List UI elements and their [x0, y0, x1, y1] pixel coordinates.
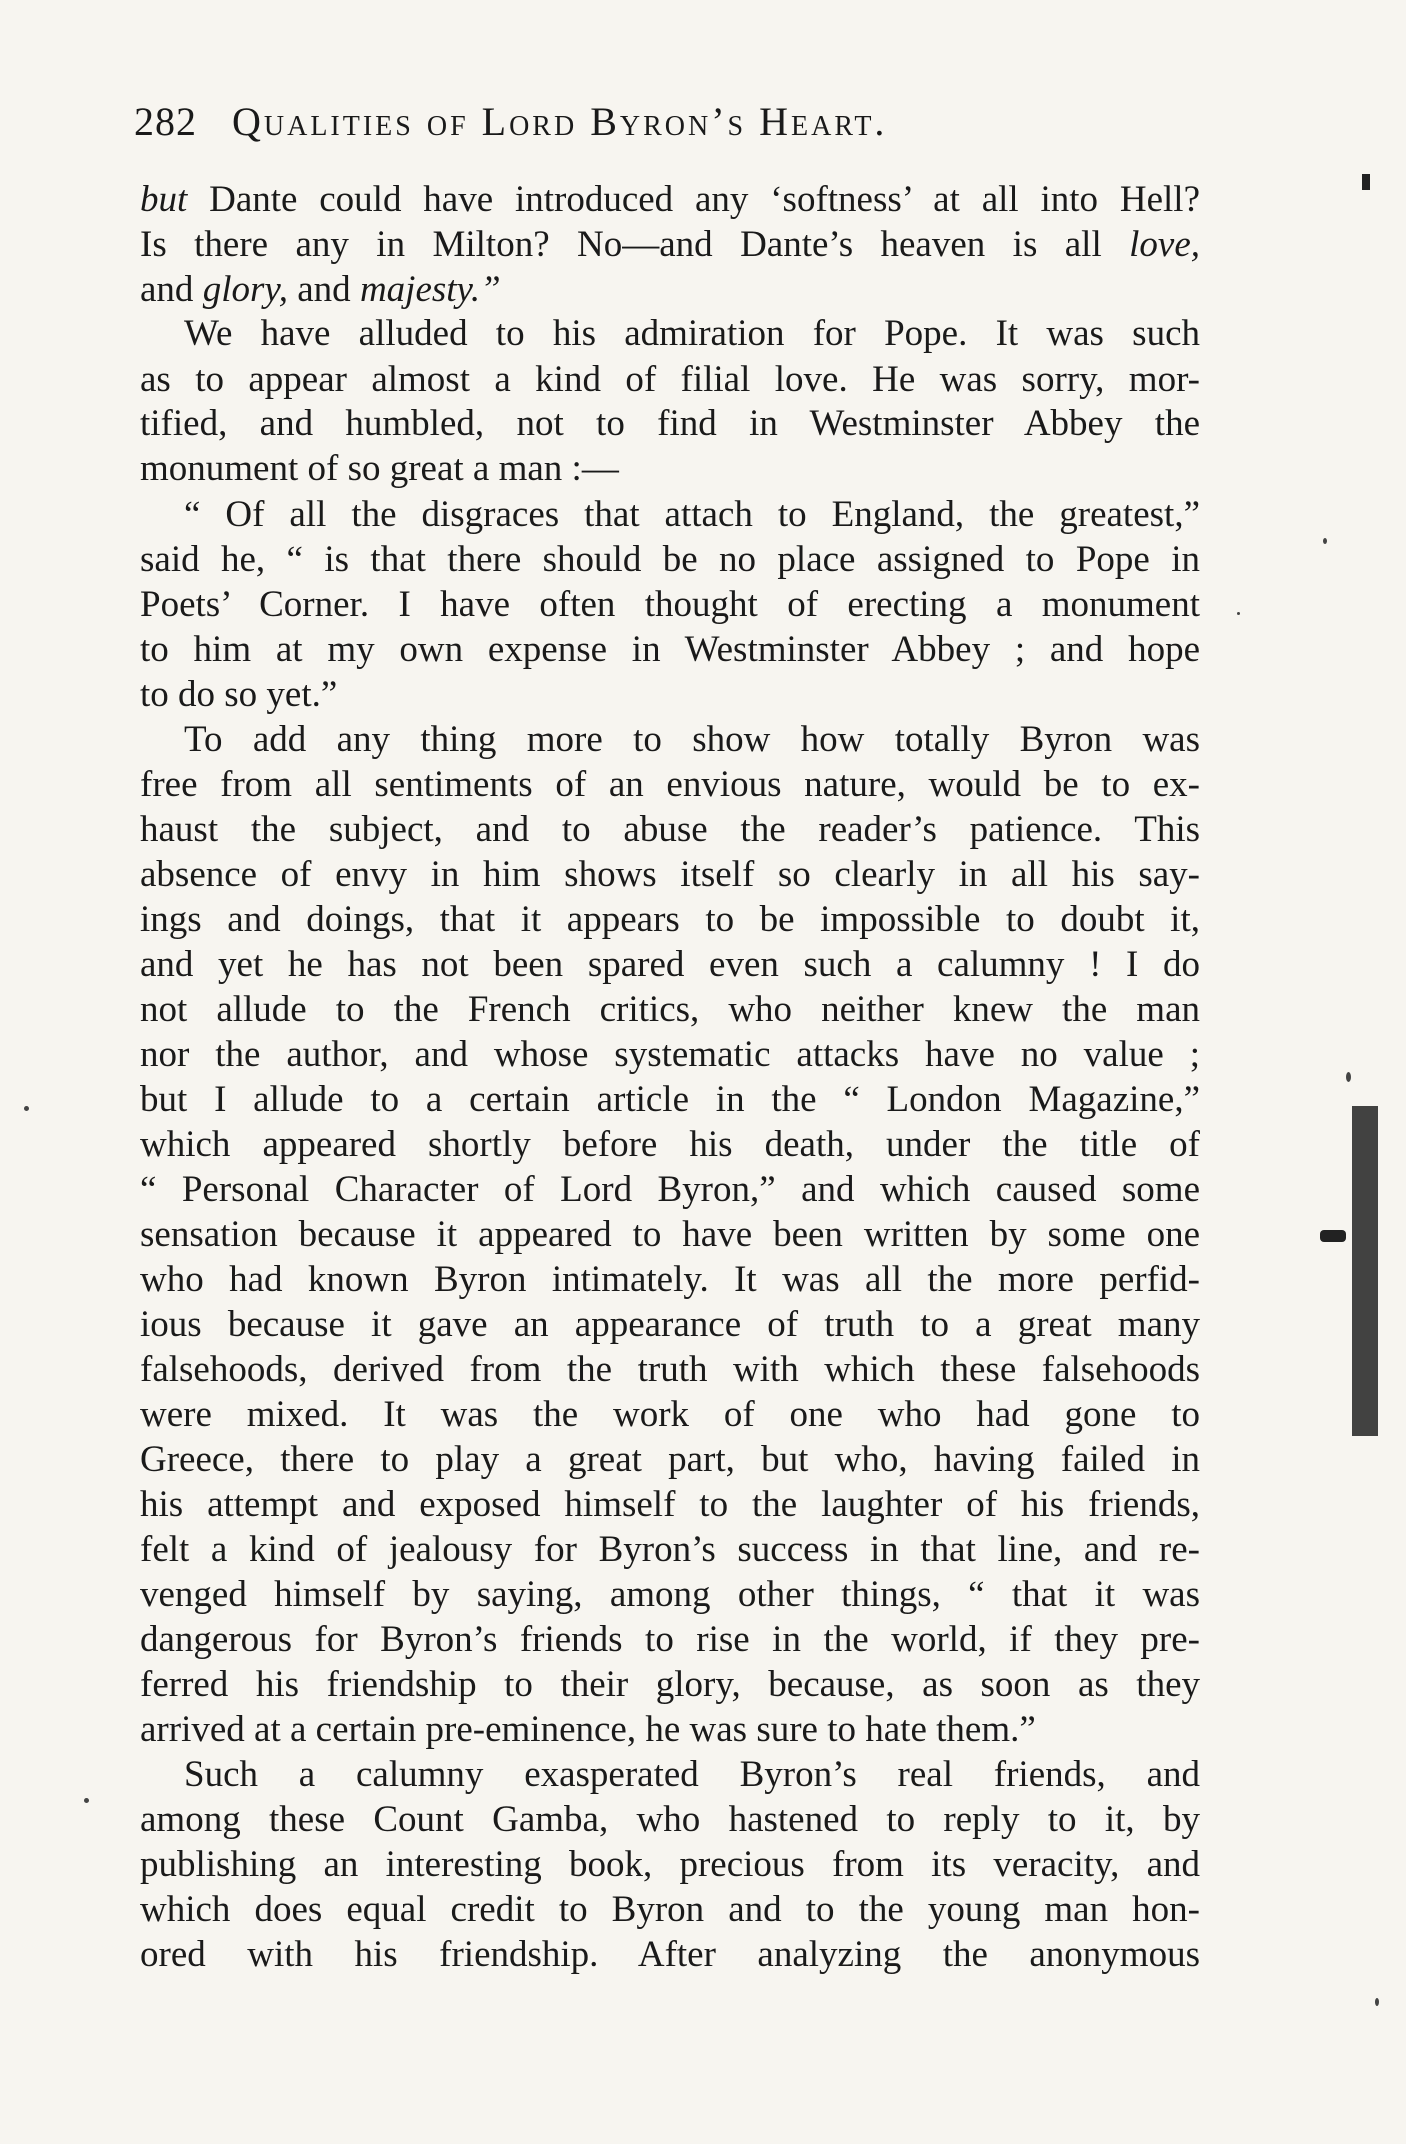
margin-speck [1346, 1072, 1351, 1082]
running-title: Qualities of Lord Byron’s Heart. [232, 99, 888, 144]
text-line: said he, “ is that there should be no place assigned to Pope in [140, 539, 1200, 580]
text-line: Poets’ Corner. I have often thought of erecting a monument [140, 584, 1200, 625]
text-line: but I allude to a certain article in the “ London Magazine,” [140, 1079, 1200, 1120]
text-line: haust the subject, and to abuse the reader’s patience. This [140, 809, 1200, 850]
margin-ink-mark [1320, 1230, 1346, 1242]
text-line: but Dante could have introduced any ‘softness’ at all into Hell? [140, 179, 1200, 220]
text-line: “ Of all the disgraces that attach to England, the greatest,” [184, 494, 1200, 535]
text-line: which does equal credit to Byron and to the young man hon- [140, 1889, 1200, 1930]
text-line: Such a calumny exasperated Byron’s real friends, and [184, 1754, 1200, 1795]
text-line: free from all sentiments of an envious nature, would be to ex- [140, 764, 1200, 805]
margin-speck [1375, 1998, 1379, 2006]
text-line: absence of envy in him shows itself so clearly in all his say- [140, 854, 1200, 895]
margin-speck [24, 1106, 29, 1111]
text-line: to him at my own expense in Westminster Abbey ; and hope [140, 629, 1200, 670]
margin-ink-mark [1362, 174, 1370, 190]
text-line: were mixed. It was the work of one who had gone to [140, 1394, 1200, 1435]
text-line: nor the author, and whose systematic attacks have no value ; [140, 1034, 1200, 1075]
text-line: falsehoods, derived from the truth with which these falsehoods [140, 1349, 1200, 1390]
text-line: ings and doings, that it appears to be impossible to doubt it, [140, 899, 1200, 940]
text-line: To add any thing more to show how totally Byron was [184, 719, 1200, 760]
text-line: among these Count Gamba, who hastened to reply to it, by [140, 1799, 1200, 1840]
running-header [134, 98, 1214, 154]
text-line: ious because it gave an appearance of truth to a great many [140, 1304, 1200, 1345]
text-line: venged himself by saying, among other things, “ that it was [140, 1574, 1200, 1615]
text-line: Is there any in Milton? No—and Dante’s heaven is all love, [140, 224, 1200, 265]
text-line: We have alluded to his admiration for Pope. It was such [184, 313, 1200, 354]
text-line: ored with his friendship. After analyzing the anonymous [140, 1934, 1200, 1975]
text-line: tified, and humbled, not to find in Westminster Abbey the [140, 403, 1200, 444]
text-line: as to appear almost a kind of filial love. He was sorry, mor- [140, 359, 1200, 400]
text-line: to do so yet.” [140, 674, 338, 715]
text-line: dangerous for Byron’s friends to rise in the world, if they pre- [140, 1619, 1200, 1660]
text-line: and glory, and majesty.” [140, 269, 501, 310]
text-line: felt a kind of jealousy for Byron’s success in that line, and re- [140, 1529, 1200, 1570]
text-line: arrived at a certain pre-eminence, he was sure to hate them.” [140, 1709, 1036, 1750]
margin-speck [1237, 612, 1240, 615]
text-line: publishing an interesting book, precious from its veracity, and [140, 1844, 1200, 1885]
text-line: Greece, there to play a great part, but who, having failed in [140, 1439, 1200, 1480]
text-line: monument of so great a man :— [140, 448, 619, 489]
margin-speck [84, 1798, 89, 1803]
margin-ink-smudge [1352, 1106, 1378, 1436]
text-line: “ Personal Character of Lord Byron,” and which caused some [140, 1169, 1200, 1210]
text-line: sensation because it appeared to have been written by some one [140, 1214, 1200, 1255]
text-line: his attempt and exposed himself to the laughter of his friends, [140, 1484, 1200, 1525]
text-line: who had known Byron intimately. It was all the more perfid- [140, 1259, 1200, 1300]
text-line: ferred his friendship to their glory, because, as soon as they [140, 1664, 1200, 1705]
text-line: and yet he has not been spared even such a calumny ! I do [140, 944, 1200, 985]
page-number: 282 [134, 99, 197, 144]
text-line: not allude to the French critics, who neither knew the man [140, 989, 1200, 1030]
margin-speck [1323, 538, 1327, 544]
text-line: which appeared shortly before his death, under the title of [140, 1124, 1200, 1165]
